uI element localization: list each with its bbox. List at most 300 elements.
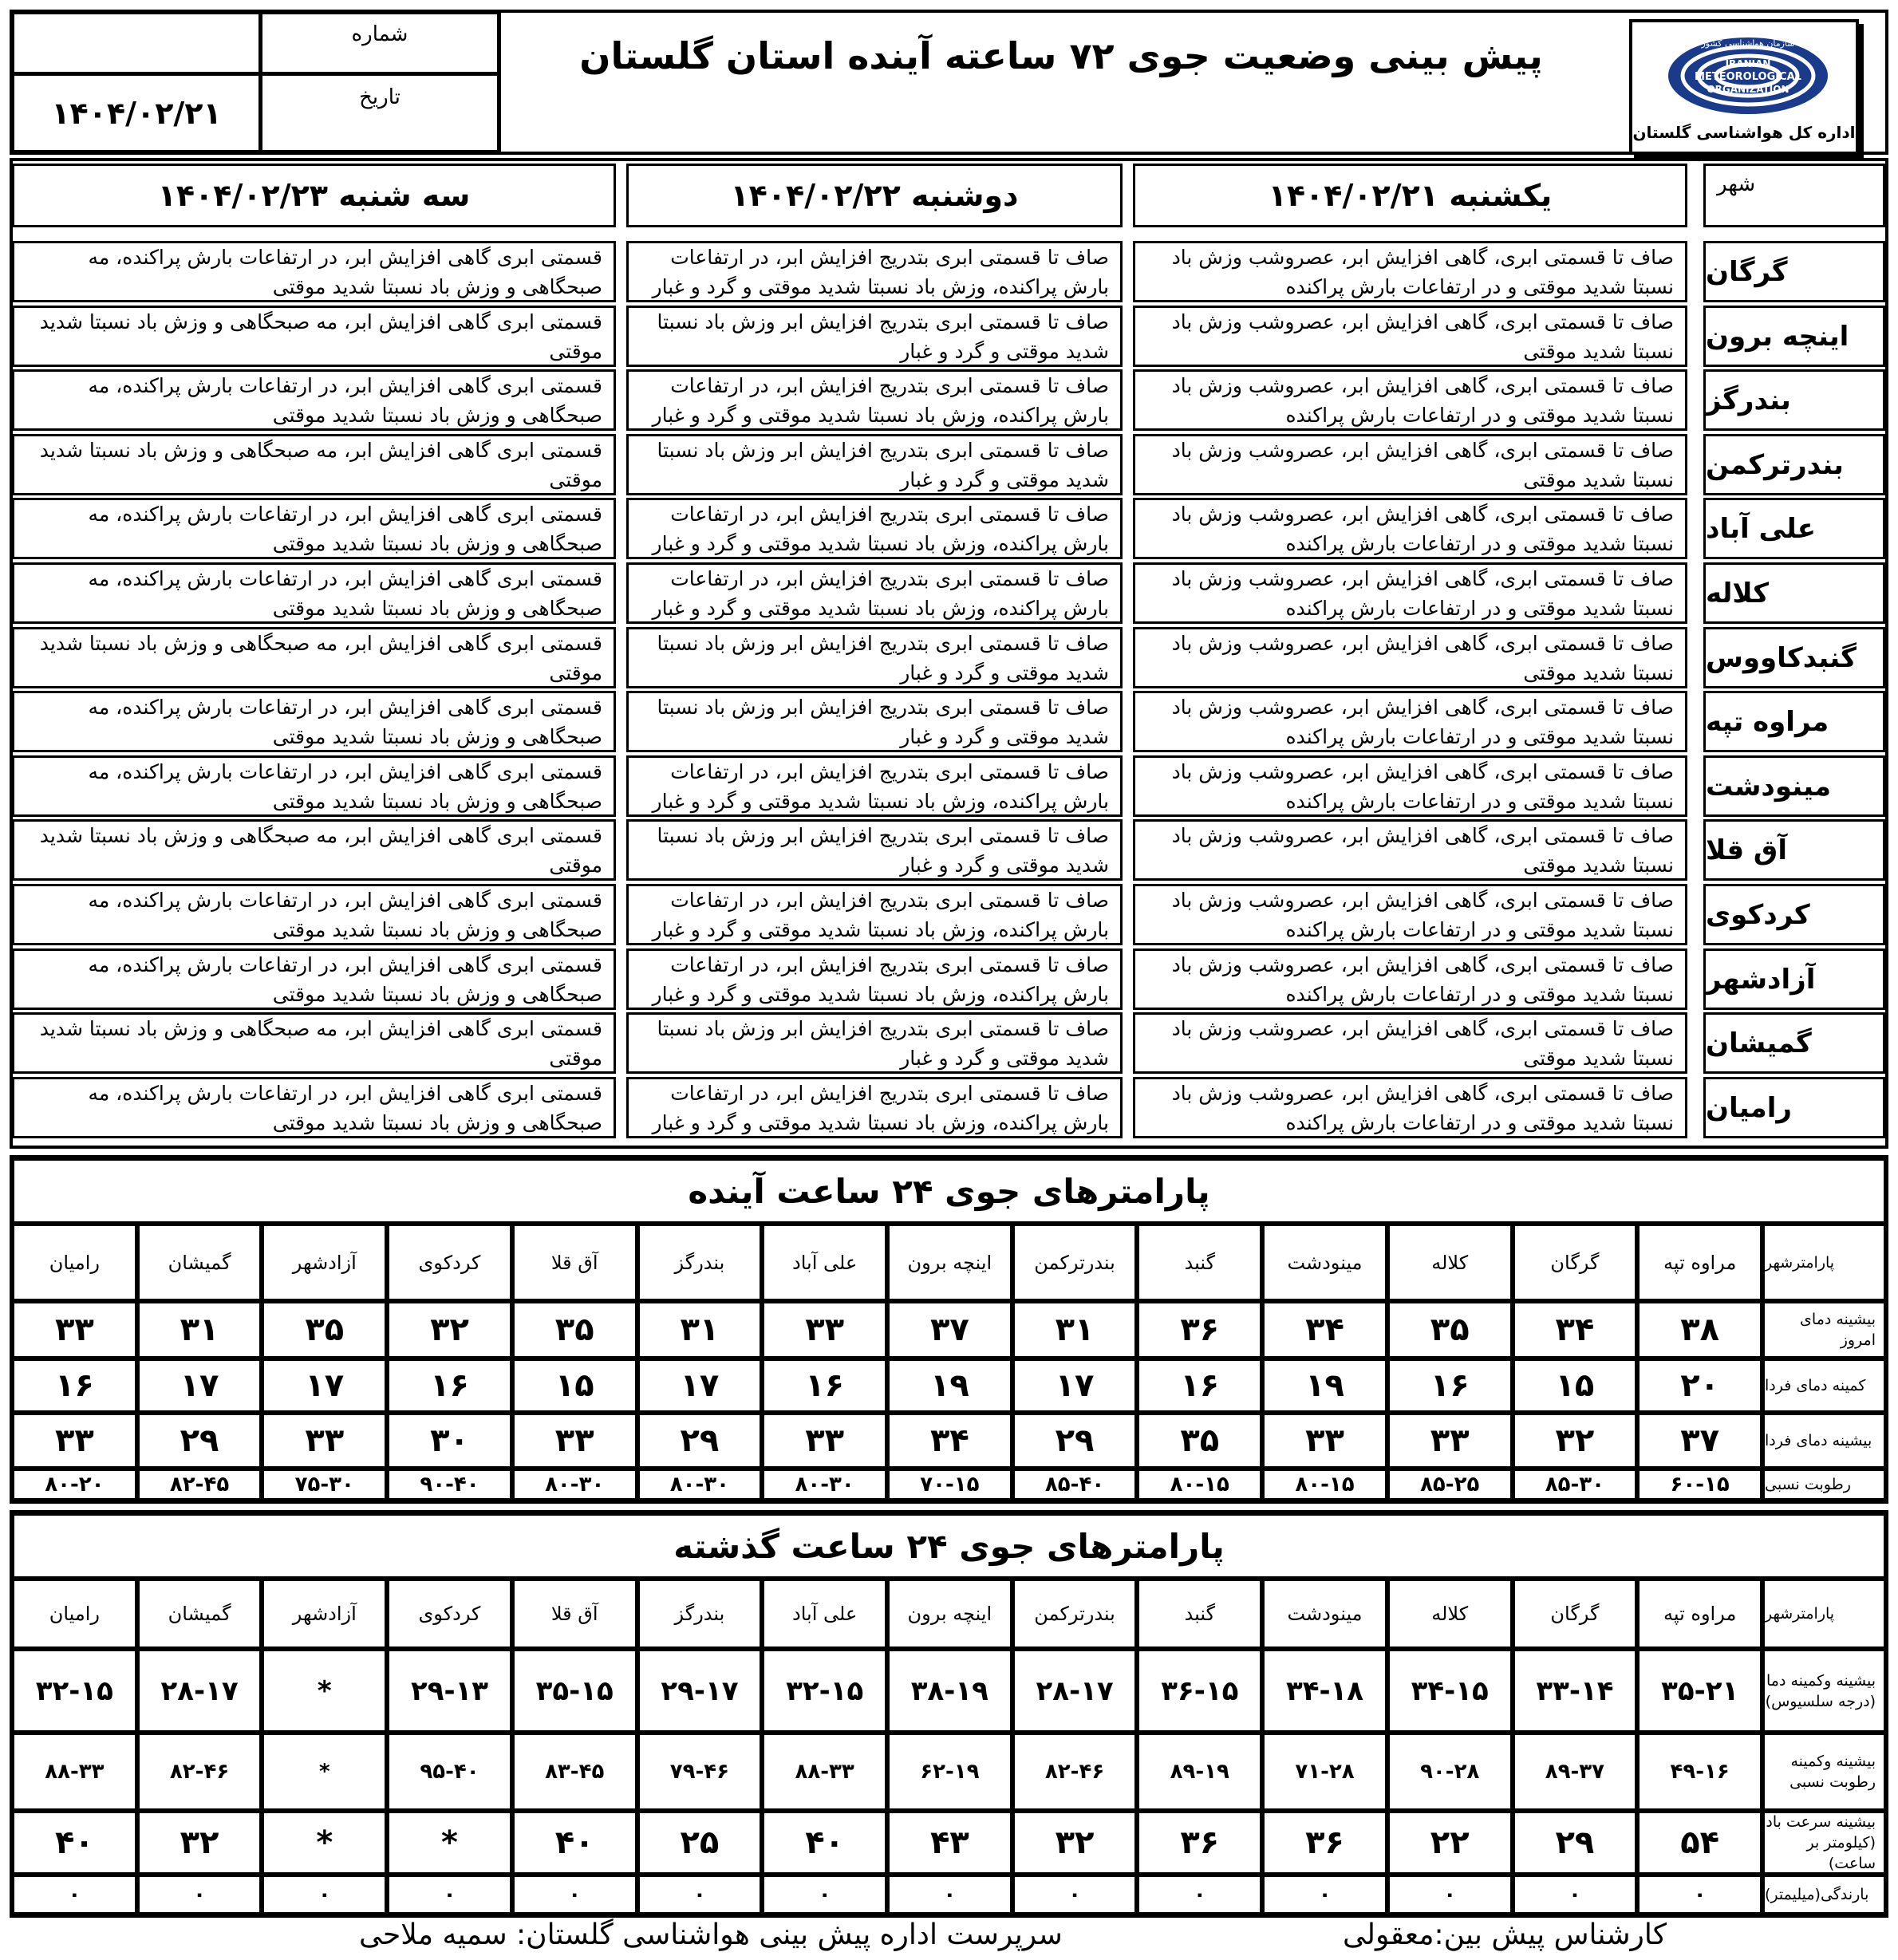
city-cell	[1703, 369, 1885, 431]
past24-value-cell-text: ۳۶	[1180, 1824, 1220, 1861]
next24-corner	[1762, 1224, 1886, 1301]
past24-value-cell-text: ۰	[568, 1883, 582, 1907]
next24-value-cell-text: ۱۶	[1430, 1367, 1470, 1404]
forecast-day3-cell-text: قسمتی ابری گاهی افزایش ابر، در ارتفاعات بارش پراکنده، مه صبحگاهی و وزش باد نسبتا شدید موقتی	[88, 373, 602, 427]
past24-value-cell	[1137, 1811, 1262, 1875]
next24-value-cell	[1637, 1469, 1762, 1501]
past24-city-header-text: گمیشان	[168, 1603, 231, 1625]
city-cell-text: کردکوی	[1706, 898, 1810, 931]
past24-value-cell	[1513, 1733, 1638, 1811]
next24-city-header-text: آق قلا	[550, 1251, 598, 1274]
past24-value-cell	[762, 1649, 887, 1733]
next24-value-cell	[637, 1359, 763, 1413]
past24-value-cell	[1637, 1649, 1762, 1733]
logo-caption: اداره کل هواشناسی گلستان	[1632, 123, 1856, 142]
past24-value-cell	[387, 1811, 512, 1875]
next24-value-cell	[887, 1469, 1012, 1501]
next24-value-cell	[637, 1413, 763, 1469]
date-label: تاریخ	[359, 85, 401, 109]
next24-value-cell-text: ۳۵	[1180, 1422, 1220, 1459]
past24-city-header-text: مینودشت	[1287, 1603, 1363, 1625]
past24-value-cell-text: ۸۳-۴۵	[545, 1760, 605, 1784]
forecast-day2-cell	[626, 627, 1123, 688]
next24-row-label	[1762, 1413, 1886, 1469]
next24-value-cell-text: ۸۵-۲۵	[1420, 1473, 1480, 1497]
forecast-day2-cell	[626, 306, 1123, 367]
forecast-day2-cell-text: صاف تا قسمتی ابری بتدریج افزایش ابر وزش باد نسبتا شدید موقتی و گرد و غبار	[657, 1016, 1109, 1070]
past24-value-cell	[1262, 1733, 1387, 1811]
past24-city-header	[1513, 1579, 1638, 1649]
past24-city-header-text: بندرگز	[674, 1603, 725, 1625]
svg-text:سازمان هواشناسی کشور: سازمان هواشناسی کشور	[1701, 38, 1795, 49]
past24-value-cell	[512, 1875, 637, 1915]
past24-value-cell-text: ۲۲	[1430, 1824, 1470, 1861]
past24-row-label	[1762, 1733, 1886, 1811]
forecast-day2-cell-text: صاف تا قسمتی ابری بتدریج افزایش ابر، در ارتفاعات بارش پراکنده، وزش باد نسبتا شدید موقتی و گرد و غبار	[652, 1081, 1109, 1134]
past24-value-cell-text: ۶۲-۱۹	[920, 1760, 980, 1784]
past24-value-cell-text: ۳۲-۱۵	[35, 1674, 113, 1707]
next24-value-cell-text: ۷۰-۱۵	[920, 1473, 980, 1497]
next24-city-header	[1637, 1224, 1762, 1301]
next24-value-cell	[512, 1301, 637, 1359]
past24-value-cell	[12, 1875, 137, 1915]
supervisor-credit: سرپرست اداره پیش بینی هواشناسی گلستان: سمیه ملاحی	[359, 1919, 1063, 1951]
past24-value-cell	[887, 1811, 1012, 1875]
next24-value-cell	[1262, 1469, 1387, 1501]
past24-city-header	[387, 1579, 512, 1649]
past24-value-cell	[12, 1733, 137, 1811]
forecast-day1-cell-text: صاف تا قسمتی ابری، گاهی افزایش ابر، عصروشب وزش باد نسبتا شدید موقتی	[1171, 631, 1674, 684]
past24-value-cell-text: ۷۱-۲۸	[1295, 1760, 1355, 1784]
next24-title-text: پارامترهای جوی ۲۴ ساعت آینده	[688, 1171, 1210, 1211]
next24-value-cell	[762, 1413, 887, 1469]
past24-value-cell-text: ۸۹-۱۹	[1170, 1760, 1229, 1784]
next24-value-cell-text: ۳۳	[554, 1422, 594, 1459]
past24-value-cell-text: ۸۸-۳۳	[795, 1760, 854, 1784]
next24-row-label-text: بیشینه دمای فردا	[1765, 1432, 1872, 1449]
next24-value-cell-text: ۳۲	[1555, 1422, 1595, 1459]
past24-city-header-text: گرگان	[1550, 1603, 1600, 1625]
next24-value-cell-text: ۸۰-۲۰	[45, 1473, 105, 1497]
past24-value-cell	[1513, 1649, 1638, 1733]
next24-value-cell	[887, 1413, 1012, 1469]
forecast-day3-cell-text: قسمتی ابری گاهی افزایش ابر، در ارتفاعات بارش پراکنده، مه صبحگاهی و وزش باد نسبتا شدید موقتی	[88, 695, 602, 748]
next24-value-cell-text: ۶۰-۱۵	[1670, 1473, 1730, 1497]
date-value: ۱۴۰۴/۰۲/۲۱	[51, 95, 222, 131]
past24-value-cell-text: ۳۴-۱۵	[1411, 1674, 1489, 1707]
next24-value-cell	[1012, 1413, 1138, 1469]
date-label-cell	[260, 73, 499, 152]
forecast-day1-cell-text: صاف تا قسمتی ابری، گاهی افزایش ابر، عصروشب وزش باد نسبتا شدید موقتی و در ارتفاعات بارش پراکنده	[1171, 888, 1674, 941]
city-cell-text: آق قلا	[1706, 834, 1787, 866]
past24-value-cell	[262, 1811, 387, 1875]
next24-value-cell	[1137, 1413, 1262, 1469]
forecast-day3-cell-text: قسمتی ابری گاهی افزایش ابر، در ارتفاعات بارش پراکنده، مه صبحگاهی و وزش باد نسبتا شدید موقتی	[88, 566, 602, 620]
city-cell	[1703, 755, 1885, 817]
next24-value-cell	[12, 1413, 137, 1469]
forecast-day1-cell	[1133, 306, 1687, 367]
forecast-day1-cell	[1133, 691, 1687, 752]
next24-value-cell	[512, 1469, 637, 1501]
forecast-day1-cell-text: صاف تا قسمتی ابری، گاهی افزایش ابر، عصروشب وزش باد نسبتا شدید موقتی و در ارتفاعات بارش پراکنده	[1171, 502, 1674, 555]
next24-city-header	[1137, 1224, 1262, 1301]
forecast-day2-cell	[626, 369, 1123, 431]
day-header-3	[12, 164, 616, 227]
next24-value-cell-text: ۳۴	[1305, 1311, 1344, 1348]
past24-value-cell	[887, 1733, 1012, 1811]
forecast-day2-cell-text: صاف تا قسمتی ابری بتدریج افزایش ابر وزش باد نسبتا شدید موقتی و گرد و غبار	[657, 695, 1109, 748]
forecast-day3-cell-text: قسمتی ابری گاهی افزایش ابر، در ارتفاعات بارش پراکنده، مه صبحگاهی و وزش باد نسبتا شدید موقتی	[88, 952, 602, 1006]
city-cell	[1703, 1077, 1885, 1138]
next24-value-cell-text: ۳۳	[54, 1422, 94, 1459]
forecast-day2-cell-text: صاف تا قسمتی ابری بتدریج افزایش ابر، در ارتفاعات بارش پراکنده، وزش باد نسبتا شدید موقتی و گرد و غبار	[652, 373, 1109, 427]
next24-value-cell	[262, 1413, 387, 1469]
next24-value-cell	[387, 1469, 512, 1501]
past24-value-cell-text: ۸۲-۴۶	[169, 1760, 230, 1784]
next24-value-cell-text: ۱۷	[1055, 1367, 1095, 1404]
next24-row-label	[1762, 1469, 1886, 1501]
past24-title-text: پارامترهای جوی ۲۴ ساعت گذشته	[673, 1526, 1225, 1566]
next24-city-header-text: گنبد	[1184, 1251, 1216, 1274]
next24-value-cell	[1637, 1359, 1762, 1413]
forecast-day1-cell	[1133, 1012, 1687, 1074]
next24-city-header	[762, 1224, 887, 1301]
forecast-day1-cell	[1133, 755, 1687, 817]
past24-value-cell-text: ۴۹-۱۶	[1670, 1760, 1730, 1784]
past24-value-cell	[1513, 1875, 1638, 1915]
next24-value-cell	[1012, 1469, 1138, 1501]
past24-city-header-text: کلاله	[1431, 1603, 1469, 1625]
next24-city-header	[1387, 1224, 1513, 1301]
next24-value-cell-text: ۸۰-۱۵	[1295, 1473, 1355, 1497]
past24-value-cell	[137, 1875, 262, 1915]
next24-city-header-text: کلاله	[1431, 1251, 1469, 1274]
past24-value-cell	[762, 1811, 887, 1875]
next24-city-header	[12, 1224, 137, 1301]
next24-value-cell-text: ۲۹	[680, 1422, 720, 1459]
past24-city-header-text: علی آباد	[792, 1603, 858, 1625]
forecast-day3-cell-text: قسمتی ابری گاهی افزایش ابر، در ارتفاعات بارش پراکنده، مه صبحگاهی و وزش باد نسبتا شدید موقتی	[88, 759, 602, 813]
city-cell-text: آزادشهر	[1706, 963, 1816, 996]
svg-text:IRANIAN: IRANIAN	[1725, 58, 1771, 69]
forecast-day3-cell	[12, 819, 616, 881]
past24-value-cell	[387, 1875, 512, 1915]
city-cell	[1703, 819, 1885, 881]
next24-value-cell-text: ۳۳	[805, 1311, 845, 1348]
next24-city-header	[1513, 1224, 1638, 1301]
forecast-day2-cell-text: صاف تا قسمتی ابری بتدریج افزایش ابر، در ارتفاعات بارش پراکنده، وزش باد نسبتا شدید موقتی و گرد و غبار	[652, 245, 1109, 298]
next24-value-cell	[137, 1469, 262, 1501]
past24-title	[12, 1513, 1886, 1579]
city-cell-text: مینودشت	[1706, 770, 1832, 803]
forecast-day3-cell	[12, 691, 616, 752]
past24-value-cell	[637, 1875, 763, 1915]
past24-city-header	[262, 1579, 387, 1649]
forecast-day2-cell	[626, 1077, 1123, 1138]
past24-value-cell	[387, 1733, 512, 1811]
next24-value-cell-text: ۲۹	[180, 1422, 219, 1459]
next24-row-label-text: بیشینه دمای امروز	[1800, 1311, 1876, 1349]
next24-value-cell	[1387, 1413, 1513, 1469]
next24-value-cell	[1637, 1413, 1762, 1469]
past24-value-cell	[262, 1733, 387, 1811]
forecast-day1-cell	[1133, 1077, 1687, 1138]
next24-value-cell	[1137, 1359, 1262, 1413]
city-cell	[1703, 691, 1885, 752]
forecast-day3-cell-text: قسمتی ابری گاهی افزایش ابر، در ارتفاعات بارش پراکنده، مه صبحگاهی و وزش باد نسبتا شدید موقتی	[88, 502, 602, 555]
next24-row-label	[1762, 1301, 1886, 1359]
page-title: پیش بینی وضعیت جوی ۷۲ ساعته آینده استان گلستان	[579, 34, 1543, 77]
next24-value-cell	[1262, 1359, 1387, 1413]
next24-city-header-text: آزادشهر	[292, 1251, 357, 1274]
past24-value-cell	[1387, 1733, 1513, 1811]
forecast-day1-cell-text: صاف تا قسمتی ابری، گاهی افزایش ابر، عصروشب وزش باد نسبتا شدید موقتی و در ارتفاعات بارش پراکنده	[1171, 373, 1674, 427]
next24-value-cell	[12, 1469, 137, 1501]
past24-city-header	[1387, 1579, 1513, 1649]
past24-value-cell	[762, 1875, 887, 1915]
next24-title	[12, 1158, 1886, 1224]
forecast-day3-cell	[12, 755, 616, 817]
forecast-day2-cell	[626, 241, 1123, 302]
forecast-day1-cell	[1133, 562, 1687, 624]
city-cell-text: مراوه تپه	[1706, 705, 1829, 738]
past24-value-cell-text: ۰	[1318, 1883, 1332, 1907]
past24-city-header	[1637, 1579, 1762, 1649]
forecast-day1-cell-text: صاف تا قسمتی ابری، گاهی افزایش ابر، عصروشب وزش باد نسبتا شدید موقتی	[1171, 823, 1674, 877]
next24-value-cell-text: ۳۳	[1305, 1422, 1344, 1459]
next24-corner-text: پارامترشهر	[1765, 1253, 1835, 1272]
past24-value-cell	[887, 1649, 1012, 1733]
next24-value-cell	[262, 1301, 387, 1359]
date-value-cell	[12, 73, 261, 152]
next24-value-cell	[137, 1301, 262, 1359]
forecast-day1-cell	[1133, 948, 1687, 1010]
forecast-day3-cell-text: قسمتی ابری گاهی افزایش ابر، مه صبحگاهی و وزش باد نسبتا شدید موقتی	[39, 438, 602, 491]
past24-value-cell	[1137, 1875, 1262, 1915]
next24-value-cell	[1262, 1301, 1387, 1359]
past24-row-label	[1762, 1811, 1886, 1875]
past24-value-cell-text: ۳۶	[1305, 1824, 1344, 1861]
city-cell-text: گنبدکاووس	[1706, 641, 1857, 674]
forecast-day1-cell	[1133, 627, 1687, 688]
next24-value-cell-text: ۳۱	[1055, 1311, 1095, 1348]
next24-value-cell-text: ۱۹	[1305, 1367, 1344, 1404]
forecast-day3-cell	[12, 562, 616, 624]
day-header-2	[626, 164, 1123, 227]
past24-value-cell	[1387, 1649, 1513, 1733]
past24-value-cell-text: ۰	[943, 1883, 957, 1907]
city-cell	[1703, 627, 1885, 688]
next24-value-cell	[1513, 1469, 1638, 1501]
past24-value-cell	[1262, 1811, 1387, 1875]
next24-city-header-text: علی آباد	[792, 1251, 858, 1274]
past24-city-header	[887, 1579, 1012, 1649]
past24-value-cell	[512, 1811, 637, 1875]
next24-value-cell-text: ۱۶	[430, 1367, 469, 1404]
past24-value-cell-text: *	[318, 1760, 330, 1784]
forecast-day2-cell	[626, 434, 1123, 495]
next24-city-header	[1012, 1224, 1138, 1301]
past24-value-cell-text: ۸۸-۳۳	[45, 1760, 105, 1784]
forecaster-credit: کارشناس پیش بین:معقولی	[1343, 1919, 1667, 1951]
past24-value-cell	[1012, 1649, 1138, 1733]
next24-city-header-text: اینچه برون	[907, 1251, 992, 1274]
next24-value-cell-text: ۸۵-۳۰	[1545, 1473, 1605, 1497]
past24-value-cell-text: ۰	[1193, 1883, 1206, 1907]
past24-value-cell-text: ۷۹-۴۶	[669, 1760, 730, 1784]
next24-value-cell-text: ۹۰-۴۰	[420, 1473, 479, 1497]
past24-value-cell-text: ۰	[68, 1883, 81, 1907]
past24-city-header-text: اینچه برون	[907, 1603, 992, 1625]
org-logo	[1629, 19, 1859, 155]
past24-city-header	[1012, 1579, 1138, 1649]
past24-row-label	[1762, 1649, 1886, 1733]
next24-value-cell	[387, 1413, 512, 1469]
header-divider	[499, 12, 501, 152]
next24-city-header	[637, 1224, 763, 1301]
past24-value-cell	[137, 1649, 262, 1733]
forecast-day3-cell	[12, 948, 616, 1010]
forecast-day3-cell-text: قسمتی ابری گاهی افزایش ابر، مه صبحگاهی و وزش باد نسبتا شدید موقتی	[39, 1016, 602, 1070]
city-cell-text: کلاله	[1706, 577, 1769, 609]
city-column-header-text: شهر	[1717, 172, 1756, 196]
next24-value-cell-text: ۷۵-۳۰	[294, 1473, 354, 1497]
past24-row-label	[1762, 1875, 1886, 1915]
past24-city-header-text: آزادشهر	[292, 1603, 357, 1625]
next24-city-header	[387, 1224, 512, 1301]
past24-value-cell	[512, 1733, 637, 1811]
city-cell	[1703, 498, 1885, 559]
day-header-2-text: دوشنبه ۱۴۰۴/۰۲/۲۲	[730, 178, 1019, 213]
next24-value-cell-text: ۳۵	[1430, 1311, 1470, 1348]
past24-value-cell-text: *	[316, 1824, 333, 1861]
past24-row-label-text: بیشینه وکمینه دما (درجه سلسیوس)	[1765, 1671, 1876, 1710]
next24-value-cell	[12, 1301, 137, 1359]
city-cell	[1703, 948, 1885, 1010]
next24-value-cell-text: ۳۳	[54, 1311, 94, 1348]
past24-value-cell	[512, 1649, 637, 1733]
next24-value-cell	[887, 1301, 1012, 1359]
city-cell-text: گمیشان	[1706, 1027, 1812, 1059]
past24-value-cell-text: ۸۲-۴۶	[1044, 1760, 1105, 1784]
past24-value-cell-text: ۵۴	[1680, 1824, 1720, 1861]
past24-value-cell-text: ۰	[818, 1883, 831, 1907]
iran-meteorological-organization-logo-icon	[1652, 32, 1836, 120]
next24-value-cell	[1513, 1413, 1638, 1469]
past24-value-cell	[887, 1875, 1012, 1915]
city-cell-text: علی آباد	[1706, 512, 1816, 545]
forecast-day1-cell-text: صاف تا قسمتی ابری، گاهی افزایش ابر، عصروشب وزش باد نسبتا شدید موقتی و در ارتفاعات بارش پراکنده	[1171, 695, 1674, 748]
forecast-day3-cell	[12, 434, 616, 495]
past24-value-cell-text: ۰	[1568, 1883, 1581, 1907]
past24-value-cell-text: ۰	[1443, 1883, 1457, 1907]
past24-city-header	[1137, 1579, 1262, 1649]
past24-value-cell-text: ۲۹-۱۳	[410, 1674, 489, 1707]
forecast-day2-cell	[626, 498, 1123, 559]
past24-value-cell	[1637, 1875, 1762, 1915]
next24-value-cell	[512, 1413, 637, 1469]
past24-city-header	[762, 1579, 887, 1649]
forecast-day3-cell-text: قسمتی ابری گاهی افزایش ابر، در ارتفاعات بارش پراکنده، مه صبحگاهی و وزش باد نسبتا شدید موقتی	[88, 245, 602, 298]
past24-value-cell	[1262, 1875, 1387, 1915]
past24-city-header-text: رامیان	[49, 1603, 100, 1625]
past24-value-cell	[137, 1733, 262, 1811]
day-header-3-text: سه شنبه ۱۴۰۴/۰۲/۲۳	[157, 178, 471, 213]
past24-city-header-text: بندرترکمن	[1034, 1603, 1115, 1625]
past24-city-header	[137, 1579, 262, 1649]
past24-value-cell-text: ۳۲	[180, 1824, 219, 1861]
past24-value-cell	[262, 1875, 387, 1915]
next24-value-cell	[1012, 1359, 1138, 1413]
next24-city-header	[512, 1224, 637, 1301]
forecast-day3-cell-text: قسمتی ابری گاهی افزایش ابر، مه صبحگاهی و وزش باد نسبتا شدید موقتی	[39, 310, 602, 363]
next24-value-cell	[762, 1359, 887, 1413]
past24-value-cell	[387, 1649, 512, 1733]
forecast-day3-cell-text: قسمتی ابری گاهی افزایش ابر، مه صبحگاهی و وزش باد نسبتا شدید موقتی	[39, 631, 602, 684]
next24-value-cell-text: ۲۹	[1055, 1422, 1095, 1459]
next24-value-cell-text: ۳۱	[680, 1311, 720, 1348]
forecast-day2-cell-text: صاف تا قسمتی ابری بتدریج افزایش ابر، در ارتفاعات بارش پراکنده، وزش باد نسبتا شدید موقتی و گرد و غبار	[652, 566, 1109, 620]
forecast-day3-cell	[12, 884, 616, 945]
past24-city-header-text: گنبد	[1184, 1603, 1216, 1625]
day-header-1	[1133, 164, 1687, 227]
past24-corner-text: پارامترشهر	[1765, 1605, 1835, 1623]
next24-value-cell	[1387, 1469, 1513, 1501]
forecast-day2-cell-text: صاف تا قسمتی ابری بتدریج افزایش ابر، در ارتفاعات بارش پراکنده، وزش باد نسبتا شدید موقتی و گرد و غبار	[652, 759, 1109, 813]
next24-value-cell	[137, 1413, 262, 1469]
next24-value-cell-text: ۸۰-۳۰	[669, 1473, 730, 1497]
next24-city-header-text: کردکوی	[418, 1251, 481, 1274]
next24-value-cell-text: ۸۰-۱۵	[1170, 1473, 1229, 1497]
next24-value-cell	[762, 1301, 887, 1359]
past24-row-label-text: بیشینه سرعت باد (کیلومتر بر ساعت)	[1766, 1813, 1876, 1872]
next24-value-cell	[1262, 1413, 1387, 1469]
next24-value-cell-text: ۸۰-۳۰	[795, 1473, 854, 1497]
past24-value-cell	[637, 1733, 763, 1811]
next24-value-cell-text: ۸۰-۳۰	[545, 1473, 605, 1497]
past24-value-cell-text: ۳۴-۱۸	[1285, 1674, 1364, 1707]
next24-value-cell	[262, 1359, 387, 1413]
next24-row-label-text: رطوبت نسبی	[1765, 1476, 1851, 1493]
next24-row-label	[1762, 1359, 1886, 1413]
next24-value-cell-text: ۳۳	[305, 1422, 345, 1459]
next24-value-cell	[637, 1469, 763, 1501]
past24-city-header-text: کردکوی	[418, 1603, 481, 1625]
past24-city-header	[512, 1579, 637, 1649]
past24-value-cell-text: ۳۳-۱۴	[1536, 1674, 1614, 1707]
next24-value-cell-text: ۳۵	[305, 1311, 345, 1348]
past24-value-cell	[637, 1649, 763, 1733]
past24-value-cell	[12, 1649, 137, 1733]
forecast-day2-cell-text: صاف تا قسمتی ابری بتدریج افزایش ابر وزش باد نسبتا شدید موقتی و گرد و غبار	[657, 823, 1109, 877]
next24-city-header-text: گمیشان	[168, 1251, 231, 1274]
past24-row-label-text: بیشینه وکمینه رطوبت نسبی	[1789, 1753, 1876, 1791]
forecast-day3-cell	[12, 498, 616, 559]
next24-value-cell-text: ۱۷	[180, 1367, 219, 1404]
next24-value-cell	[1012, 1301, 1138, 1359]
number-label: شماره	[351, 22, 408, 46]
next24-value-cell-text: ۳۸	[1680, 1311, 1720, 1348]
past24-value-cell-text: ۳۵-۲۱	[1661, 1674, 1739, 1707]
past24-value-cell-text: ۴۳	[929, 1824, 969, 1861]
forecast-day3-cell	[12, 627, 616, 688]
next24-city-header-text: مراوه تپه	[1663, 1251, 1737, 1274]
city-cell-text: بندرترکمن	[1706, 448, 1844, 481]
next24-value-cell-text: ۳۳	[805, 1422, 845, 1459]
past24-value-cell	[1637, 1811, 1762, 1875]
forecast-day2-cell	[626, 1012, 1123, 1074]
next24-value-cell-text: ۱۷	[305, 1367, 345, 1404]
